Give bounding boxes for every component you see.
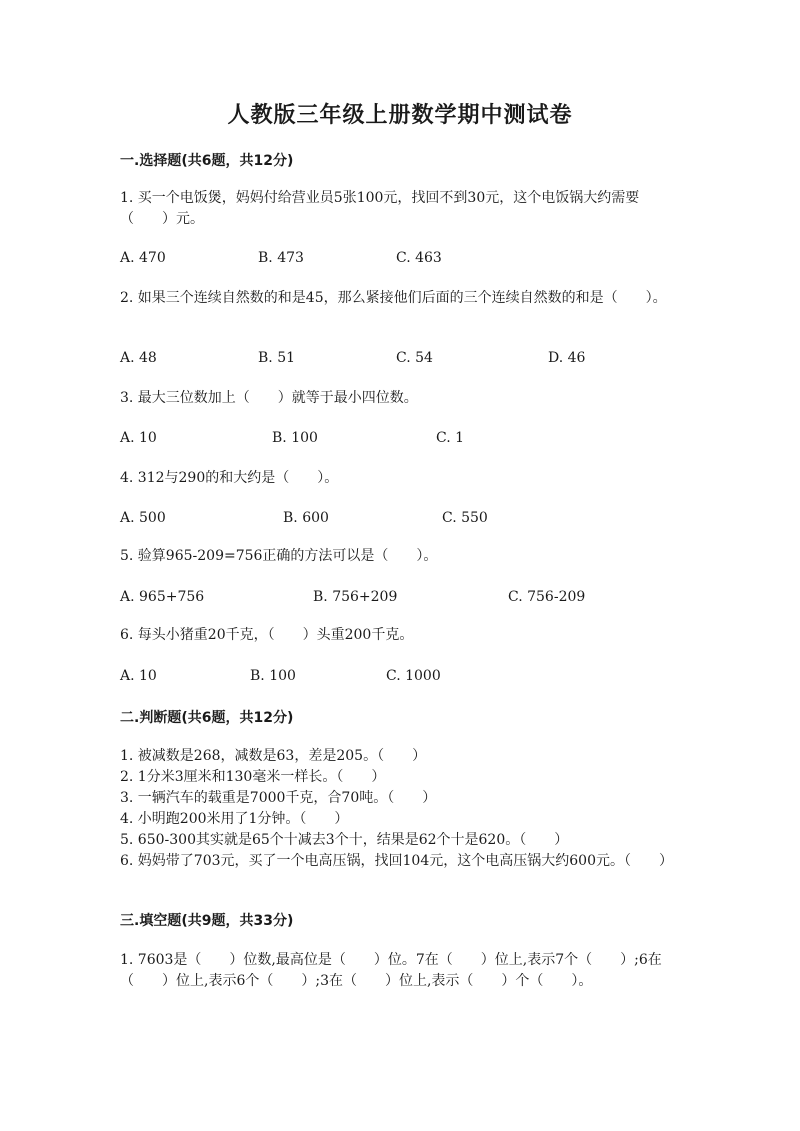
option-a[interactable]: A. 10: [120, 668, 157, 684]
options-row: [120, 668, 685, 688]
section-heading-choice: 一.选择题(共6题，共12分): [120, 153, 294, 169]
question-text: 5. 验算965-209=756正确的方法可以是（ ）。: [120, 548, 438, 564]
section-heading-judgement: 二.判断题(共6题，共12分): [120, 710, 294, 726]
options-row: [120, 589, 685, 609]
option-c[interactable]: C. 1000: [386, 668, 441, 684]
option-a[interactable]: A. 965+756: [120, 589, 205, 605]
option-b[interactable]: B. 600: [283, 510, 329, 526]
judgement-item: 4. 小明跑200米用了1分钟。（ ）: [120, 811, 349, 827]
question-text: 4. 312与290的和大约是（ ）。: [120, 470, 339, 486]
question-text: 3. 最大三位数加上（ ）就等于最小四位数。: [120, 390, 418, 406]
option-b[interactable]: B. 473: [258, 250, 304, 266]
option-a[interactable]: A. 10: [120, 430, 157, 446]
options-row: [120, 430, 685, 450]
option-d[interactable]: D. 46: [548, 350, 586, 366]
judgement-item: 5. 650-300其实就是65个十减去3个十，结果是62个十是620。（ ）: [120, 832, 569, 848]
option-c[interactable]: C. 54: [396, 350, 433, 366]
options-row: [120, 510, 685, 530]
question-text: 1. 买一个电饭煲，妈妈付给营业员5张100元，找回不到30元，这个电饭锅大约需要（ ）元。: [120, 190, 640, 227]
option-a[interactable]: A. 470: [120, 250, 166, 266]
option-b[interactable]: B. 51: [258, 350, 296, 366]
section-heading-fill-blank: 三.填空题(共9题，共33分): [120, 913, 294, 929]
option-c[interactable]: C. 463: [396, 250, 442, 266]
question-text: 6. 每头小猪重20千克，（ ）头重200千克。: [120, 627, 414, 643]
option-c[interactable]: C. 1: [436, 430, 465, 446]
option-a[interactable]: A. 48: [120, 350, 157, 366]
option-b[interactable]: B. 100: [250, 668, 296, 684]
judgement-item: 6. 妈妈带了703元，买了一个电高压锅，找回104元，这个电高压锅大约600元。（ ）: [120, 853, 673, 869]
judgement-item: 3. 一辆汽车的载重是7000千克，合70吨。（ ）: [120, 790, 437, 806]
question-text: 2. 如果三个连续自然数的和是45，那么紧接他们后面的三个连续自然数的和是（ ）。: [120, 290, 667, 306]
option-c[interactable]: C. 550: [442, 510, 488, 526]
options-row: [120, 350, 685, 370]
judgement-item: 2. 1分米3厘米和130毫米一样长。（ ）: [120, 769, 386, 785]
options-row: [120, 250, 685, 270]
judgement-item: 1. 被减数是268，减数是63，差是205。（ ）: [120, 748, 427, 764]
option-b[interactable]: B. 100: [272, 430, 318, 446]
question-text: 1. 7603是（ ）位数,最高位是（ ）位。7在（ ）位上,表示7个（ ）;6在（ ）位上,表示6个（ ）;3在（ ）位上,表示（ ）个（ ）。: [120, 952, 662, 989]
option-b[interactable]: B. 756+209: [313, 589, 398, 605]
option-a[interactable]: A. 500: [120, 510, 166, 526]
option-c[interactable]: C. 756-209: [508, 589, 586, 605]
page-title: 人教版三年级上册数学期中测试卷: [227, 103, 573, 128]
